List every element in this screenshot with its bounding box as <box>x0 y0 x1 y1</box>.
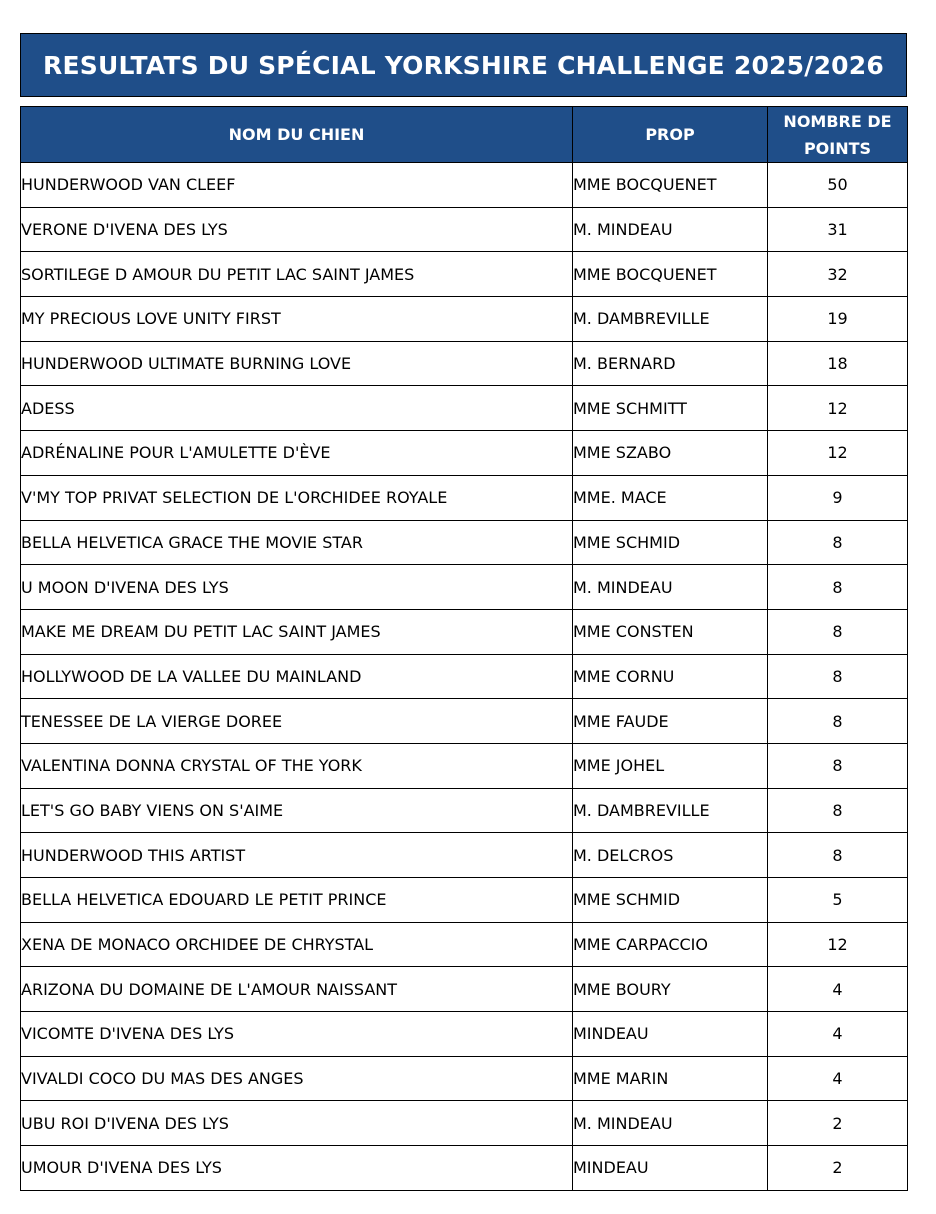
owner-cell: MME BOURY <box>573 967 768 1012</box>
points-cell: 4 <box>768 967 908 1012</box>
results-table <box>20 106 908 1191</box>
table-row <box>21 163 908 208</box>
table-row <box>21 297 908 342</box>
table-row <box>21 1146 908 1191</box>
dog-name-cell: ADRÉNALINE POUR L'AMULETTE D'ÈVE <box>21 431 573 476</box>
title-banner <box>20 33 907 97</box>
owner-cell: M. DAMBREVILLE <box>573 788 768 833</box>
owner-cell: M. MINDEAU <box>573 207 768 252</box>
dog-name-cell: ARIZONA DU DOMAINE DE L'AMOUR NAISSANT <box>21 967 573 1012</box>
dog-name-cell: HUNDERWOOD THIS ARTIST <box>21 833 573 878</box>
dog-name-cell: UMOUR D'IVENA DES LYS <box>21 1146 573 1191</box>
points-cell: 12 <box>768 431 908 476</box>
header-points-line1: NOMBRE DE <box>783 111 892 131</box>
table-row <box>21 252 908 297</box>
header-points <box>768 107 908 163</box>
table-row <box>21 207 908 252</box>
owner-cell: MME JOHEL <box>573 743 768 788</box>
owner-cell: M. DELCROS <box>573 833 768 878</box>
points-cell: 19 <box>768 297 908 342</box>
table-header-row <box>21 107 908 163</box>
table-row <box>21 922 908 967</box>
dog-name-cell: HUNDERWOOD ULTIMATE BURNING LOVE <box>21 341 573 386</box>
owner-cell: MINDEAU <box>573 1146 768 1191</box>
owner-cell: M. BERNARD <box>573 341 768 386</box>
points-cell: 8 <box>768 654 908 699</box>
points-cell: 4 <box>768 1056 908 1101</box>
header-points-line2: POINTS <box>803 138 872 158</box>
dog-name-cell: BELLA HELVETICA EDOUARD LE PETIT PRINCE <box>21 878 573 923</box>
owner-cell: MME CARPACCIO <box>573 922 768 967</box>
table-row <box>21 1101 908 1146</box>
table-row <box>21 341 908 386</box>
table-row <box>21 609 908 654</box>
dog-name-cell: TENESSEE DE LA VIERGE DOREE <box>21 699 573 744</box>
points-cell: 2 <box>768 1146 908 1191</box>
table-row <box>21 1012 908 1057</box>
page-title: RESULTATS DU SPÉCIAL YORKSHIRE CHALLENGE 2025/2026 <box>43 50 884 80</box>
header-dog-name: NOM DU CHIEN <box>21 107 573 163</box>
table-row <box>21 967 908 1012</box>
points-cell: 8 <box>768 743 908 788</box>
owner-cell: MME FAUDE <box>573 699 768 744</box>
points-cell: 12 <box>768 386 908 431</box>
dog-name-cell: MY PRECIOUS LOVE UNITY FIRST <box>21 297 573 342</box>
dog-name-cell: LET'S GO BABY VIENS ON S'AIME <box>21 788 573 833</box>
dog-name-cell: MAKE ME DREAM DU PETIT LAC SAINT JAMES <box>21 609 573 654</box>
dog-name-cell: XENA DE MONACO ORCHIDEE DE CHRYSTAL <box>21 922 573 967</box>
points-cell: 8 <box>768 609 908 654</box>
dog-name-cell: V'MY TOP PRIVAT SELECTION DE L'ORCHIDEE ROYALE <box>21 475 573 520</box>
points-cell: 18 <box>768 341 908 386</box>
table-row <box>21 431 908 476</box>
header-owner: PROP <box>573 107 768 163</box>
owner-cell: MME SCHMID <box>573 520 768 565</box>
points-cell: 32 <box>768 252 908 297</box>
table-row <box>21 743 908 788</box>
table-row <box>21 699 908 744</box>
owner-cell: MME SZABO <box>573 431 768 476</box>
owner-cell: MME MARIN <box>573 1056 768 1101</box>
owner-cell: M. DAMBREVILLE <box>573 297 768 342</box>
owner-cell: MME SCHMITT <box>573 386 768 431</box>
table-row <box>21 565 908 610</box>
points-cell: 8 <box>768 788 908 833</box>
table-row <box>21 1056 908 1101</box>
points-cell: 8 <box>768 565 908 610</box>
owner-cell: MME BOCQUENET <box>573 252 768 297</box>
points-cell: 5 <box>768 878 908 923</box>
table-row <box>21 654 908 699</box>
dog-name-cell: VIVALDI COCO DU MAS DES ANGES <box>21 1056 573 1101</box>
dog-name-cell: VICOMTE D'IVENA DES LYS <box>21 1012 573 1057</box>
dog-name-cell: HOLLYWOOD DE LA VALLEE DU MAINLAND <box>21 654 573 699</box>
dog-name-cell: UBU ROI D'IVENA DES LYS <box>21 1101 573 1146</box>
dog-name-cell: U MOON D'IVENA DES LYS <box>21 565 573 610</box>
owner-cell: MME CORNU <box>573 654 768 699</box>
dog-name-cell: HUNDERWOOD VAN CLEEF <box>21 163 573 208</box>
table-row <box>21 878 908 923</box>
table-body <box>21 163 908 1191</box>
dog-name-cell: SORTILEGE D AMOUR DU PETIT LAC SAINT JAMES <box>21 252 573 297</box>
owner-cell: MINDEAU <box>573 1012 768 1057</box>
owner-cell: MME SCHMID <box>573 878 768 923</box>
table-row <box>21 386 908 431</box>
points-cell: 8 <box>768 833 908 878</box>
owner-cell: M. MINDEAU <box>573 1101 768 1146</box>
dog-name-cell: BELLA HELVETICA GRACE THE MOVIE STAR <box>21 520 573 565</box>
points-cell: 2 <box>768 1101 908 1146</box>
table-row <box>21 788 908 833</box>
dog-name-cell: VALENTINA DONNA CRYSTAL OF THE YORK <box>21 743 573 788</box>
table-row <box>21 520 908 565</box>
points-cell: 8 <box>768 520 908 565</box>
points-cell: 9 <box>768 475 908 520</box>
owner-cell: MME. MACE <box>573 475 768 520</box>
table-row <box>21 833 908 878</box>
points-cell: 8 <box>768 699 908 744</box>
points-cell: 31 <box>768 207 908 252</box>
points-cell: 50 <box>768 163 908 208</box>
owner-cell: MME CONSTEN <box>573 609 768 654</box>
dog-name-cell: ADESS <box>21 386 573 431</box>
owner-cell: MME BOCQUENET <box>573 163 768 208</box>
points-cell: 4 <box>768 1012 908 1057</box>
points-cell: 12 <box>768 922 908 967</box>
dog-name-cell: VERONE D'IVENA DES LYS <box>21 207 573 252</box>
owner-cell: M. MINDEAU <box>573 565 768 610</box>
table-row <box>21 475 908 520</box>
